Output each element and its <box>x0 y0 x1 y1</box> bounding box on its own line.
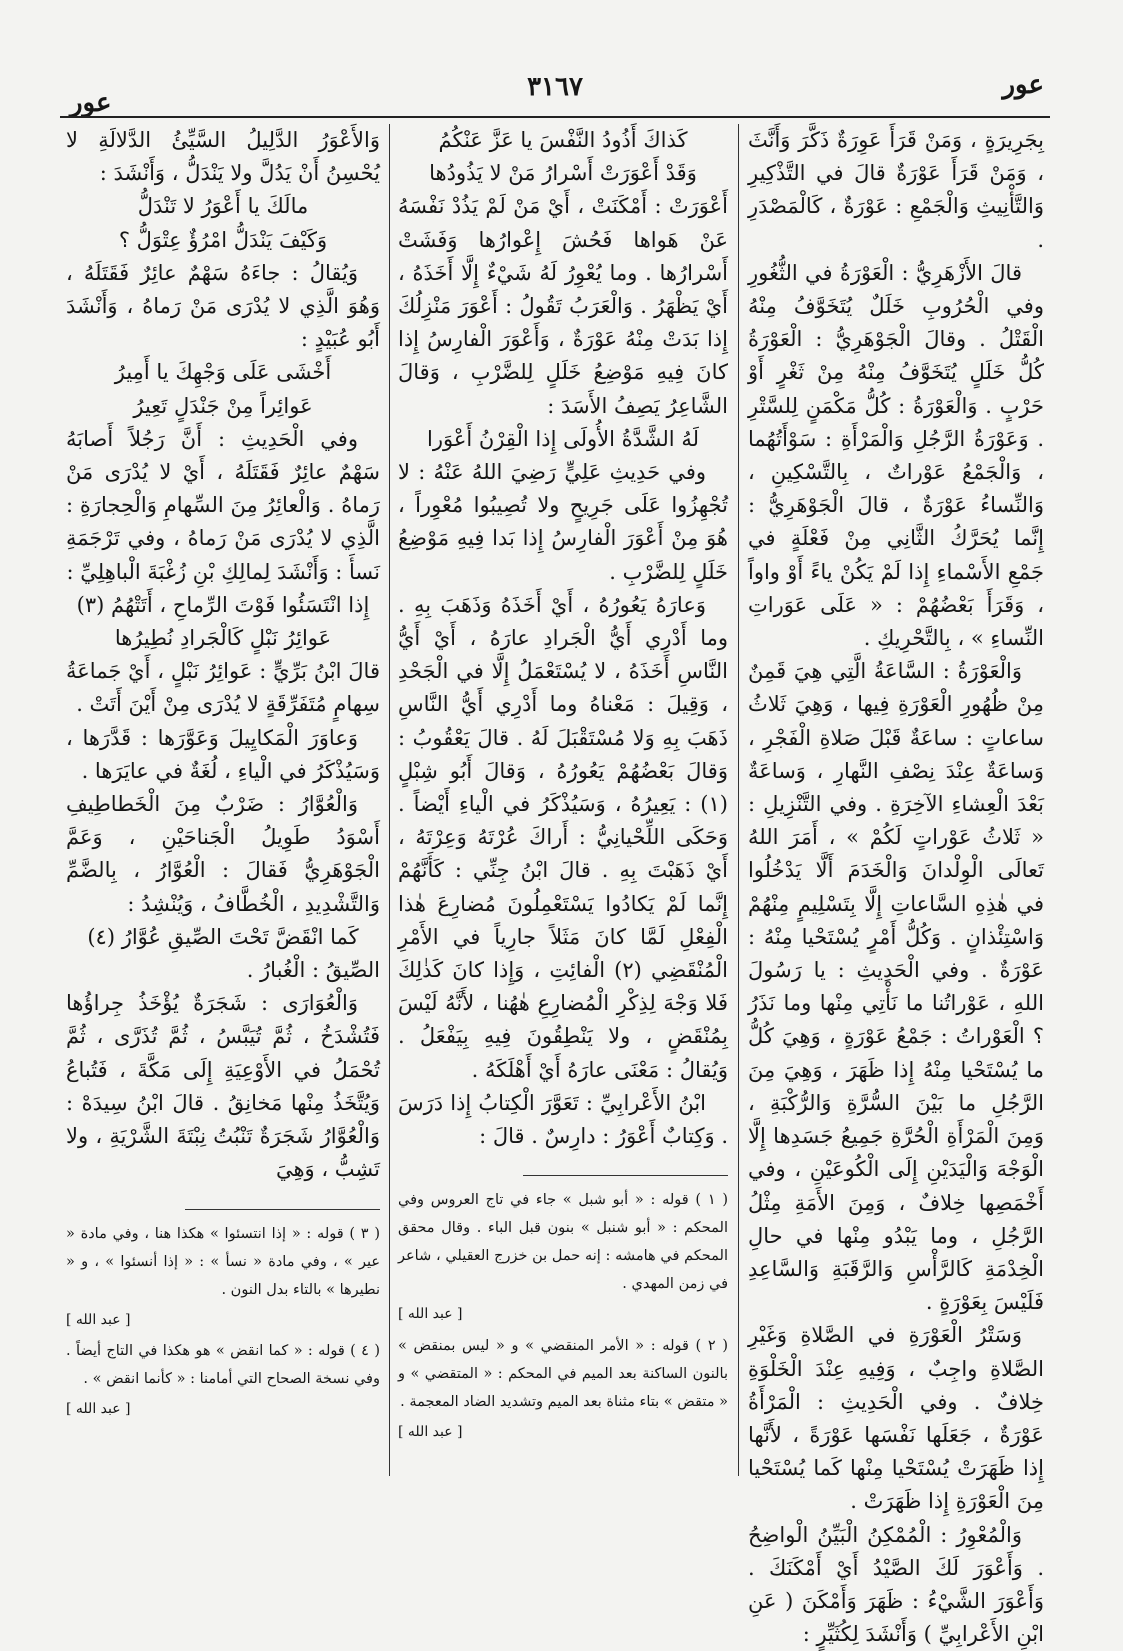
header-root-word-right: عور <box>1002 70 1044 100</box>
column-divider-right <box>738 124 739 1476</box>
paragraph: وَعاوَرَ الْمَكايِيلَ وَعَوَّرَها : قَدَّرَها ، وَسَيُذْكَرُ في الْياءِ ، لُغَةٌ في عايَرَها . <box>66 725 380 783</box>
column-right <box>748 124 1044 1647</box>
verse-line: عَوائِرُ نَبْلٍ كَالْجَرادِ نُطِيرُها <box>114 626 332 651</box>
page-number: ٣١٦٧ <box>527 72 583 102</box>
verse-line: كَذاكَ أَذُودُ النَّفْسَ يا عَزَّ عَنْكُمُ <box>438 128 688 152</box>
verse-line: لَهُ الشَّدَّةُ الأُولَى إِذا الْقِرْنُ أَعْوَرا <box>427 426 699 451</box>
footnote-rule <box>523 1175 728 1176</box>
verse-line: أَخْشَى عَلَى وَجْهِكَ يا أَمِيرُ <box>114 360 332 385</box>
paragraph: قالَ ابْنُ بَرِّيٍّ : عَوائِرُ نَبْلٍ ، أَيْ جَماعَةُ سِهامٍ مُتَفَرِّقَةٍ لا يُدْرَى مِنْ أَيْنَ أَتَتْ . <box>66 659 380 717</box>
verse-line: إِذا انْتَسَئُوا فَوْتَ الرِّماحِ ، أَتَتْهُمُ (٣) <box>76 592 370 617</box>
paragraph: بِجَرِيرَةٍ ، وَمَنْ قَرَأَ عَوِرَةٌ ذَكَّرَ وَأَنَّثَ ، وَمَنْ قَرَأَ عَوْرَةٌ قالَ في التَّذْكِيرِ وَالتَّأْنِيثِ وَالْجَمْعِ : عَوْرَةٌ ، كَالْمَصْدَرِ . <box>748 128 1044 252</box>
paragraph: وَالْعُوَّارُ : ضَرْبٌ مِنَ الْخَطاطِيفِ أَسْوَدُ طَوِيلُ الْجَناحَيْنِ ، وَعَمَّ الْجَوْهَرِيُّ فَقالَ : الْعُوَّارُ ، بِالضَّمِّ وَالتَّشْدِيدِ ، الْخُطَّافُ ، وَيُنْشِدُ : <box>66 792 380 916</box>
paragraph: وفي حَدِيثِ عَلِيٍّ رَضِيَ اللهُ عَنْهُ : لا تُجْهِزُوا عَلَى جَرِيحٍ ولا تُصِيبُوا مُعْوِراً ، هُوَ مِنْ أَعْوَرَ الْفارِسُ إِذا بَدا فِيهِ مَوْضِعُ خَلَلٍ لِلضَّرْبِ . <box>398 460 728 584</box>
column-middle <box>398 124 728 1484</box>
paragraph: وَسَتْرُ الْعَوْرَةِ في الصَّلاةِ وَغَيْرِ الصَّلاةِ واجِبٌ ، وَفِيهِ عِنْدَ الْخَلْوَةِ خِلافٌ . وفي الْحَدِيثِ : الْمَرْأَةُ عَوْرَةٌ ، جَعَلَها نَفْسَها عَوْرَةً ، لأَنَّها إِذا ظَهَرَتْ يُسْتَحْيا مِنْها كَما يُسْتَحْيا مِنَ الْعَوْرَةِ إِذا ظَهَرَتْ . <box>748 1323 1044 1514</box>
verse-line: مالَكَ يا أَعْوَرُ لا تَنْدَلُّ <box>137 194 309 219</box>
editor-signature: [ عبد الله ] <box>398 1423 463 1440</box>
footnote: ( ٤ ) قوله : « كما انقض » هو هكذا في التاج أيضاً . وفي نسخة الصحاح التي أمامنا : « كأنما انقض » . <box>66 1342 380 1387</box>
paragraph: وَالْعُوَارَى : شَجَرَةٌ يُؤْخَذُ جِراؤُها فَتُشْدَخُ ، ثُمَّ تُيَبَّسُ ، ثُمَّ تُذَرَّى ، ثُمَّ تُحْمَلُ في الأَوْعِيَةِ إِلَى مَكَّةَ ، فَتُباعُ وَيُتَّخَذُ مِنْها مَخانِقُ . قالَ ابْنُ سِيدَهْ : وَالْعُوَّارُ شَجَرَةٌ تَنْبُتُ نِبْتَةَ الشَّرْيَةِ ، ولا تَشِبُّ ، وَهِيَ <box>66 991 380 1182</box>
verse-line: وَكَيْفَ يَنْدَلُّ امْرُؤٌ عِتْوَلُّ ؟ <box>118 227 328 252</box>
column-left <box>66 124 380 1484</box>
column-divider-left <box>389 124 390 1476</box>
verse-line: عَوائِراً مِنْ جَنْدَلٍ تَعِيرُ <box>133 393 313 418</box>
paragraph: وَعارَهُ يَعُورُهُ ، أَيْ أَخَذَهُ وَذَهَبَ بِهِ . وما أَدْرِي أَيُّ الْجَرادِ عارَهُ ، أَيْ أَيُّ النَّاسِ أَخَذَهُ ، لا يُسْتَعْمَلُ إِلَّا في الْجَحْدِ ، وَقِيلَ : مَعْناهُ وما أَدْرِي أَيُّ النَّاسِ ذَهَبَ بِهِ وَلا مُسْتَقْبَلَ لَهُ . قالَ يَعْقُوبُ : وَقالَ بَعْضُهُمْ يَعُورُهُ ، وَقالَ أَبُو شِبْلٍ (١) : يَعِيرُهُ ، وَسَيُذْكَرُ في الْياءِ أَيْضاً . وَحَكَى اللِّحْيانِيُّ : أَراكَ عُرْتَهُ وَعِرْتَهُ ، أَيْ ذَهَبْتَ بِهِ . قالَ ابْنُ جِنِّي : كَأَنَّهُمْ إِنَّما لَمْ يَكادُوا يَسْتَعْمِلُونَ مُضارِعَ هٰذا الْفِعْلِ لَمَّا كانَ مَثَلاً جارِياً في الأَمْرِ الْمُنْقَضِي (٢) الْفائِتِ ، وَإِذا كانَ كَذٰلِكَ فَلا وَجْهَ لِذِكْرِ الْمُضارِعِ هٰهُنا ، لأَنَّهُ لَيْسَ بِمُنْقَضٍ ، ولا يَنْطِقُونَ فِيهِ بِيَفْعَلُ . وَيُقالُ : مَعْنَى عارَهُ أَيْ أَهْلَكَهُ . <box>398 592 728 1082</box>
editor-signature: [ عبد الله ] <box>66 1400 131 1417</box>
footnote: ( ٣ ) قوله : « إذا انتسئوا » هكذا هنا ، وفي مادة « عير » ، وفي مادة « نسأ » : « إذا أنسئوا » ، و « نطيرها » بالتاء بدل النون . <box>66 1225 380 1298</box>
verse-line: كَما انْقَضَّ تَحْتَ الصِّيقِ عُوَّارُ (٤) <box>87 924 359 949</box>
paragraph: ابْنُ الأَعْرابِيِّ : تَعَوَّرَ الْكِتابُ إِذا دَرَسَ . وَكِتابٌ أَعْوَرُ : دارِسٌ . قالَ : <box>398 1090 728 1149</box>
header-root-word-left: عور <box>70 88 112 118</box>
page-header <box>60 66 1050 120</box>
paragraph: وَالْعَوْرَةُ : السَّاعَةُ الَّتِي هِيَ قَمِنٌ مِنْ ظُهُورِ الْعَوْرَةِ فِيها ، وَهِيَ ثَلاثُ ساعاتٍ : ساعَةٌ قَبْلَ صَلاةِ الْفَجْرِ ، وَساعَةٌ عِنْدَ نِصْفِ النَّهارِ ، وَساعَةٌ بَعْدَ الْعِشاءِ الآخِرَةِ . وفي التَّنْزِيلِ : « ثَلاثُ عَوْراتٍ لَكُمْ » ، أَمَرَ اللهُ تَعالَى الْوِلْدانَ وَالْخَدَمَ أَلَّا يَدْخُلُوا في هٰذِهِ السَّاعاتِ إِلَّا بِتَسْلِيمٍ مِنْهُمْ وَاسْتِئْذانٍ . وَكُلُّ أَمْرٍ يُسْتَحْيا مِنْهُ : عَوْرَةٌ . وفي الْحَدِيثِ : يا رَسُولَ اللهِ ، عَوْراتُنا ما نَأْتِي مِنْها وما نَذَرُ ؟ الْعَوْراتُ : جَمْعُ عَوْرَةٍ ، وَهِيَ كُلُّ ما يُسْتَحْيا مِنْهُ إِذا ظَهَرَ ، وَهِيَ مِنَ الرَّجُلِ ما بَيْنَ السُّرَّةِ وَالرُّكْبَةِ ، وَمِنَ الْمَرْأَةِ الْحُرَّةِ جَمِيعُ جَسَدِها إِلَّا الْوَجْهَ وَالْيَدَيْنِ إِلَى الْكُوعَيْنِ ، وفي أَخْمَصِها خِلافٌ ، وَمِنَ الأَمَةِ مِثْلُ الرَّجُلِ ، وما يَبْدُو مِنْها في حالِ الْخِدْمَةِ كَالرَّأْسِ وَالرَّقَبَةِ وَالسَّاعِدِ فَلَيْسَ بِعَوْرَةٍ . <box>748 659 1044 1315</box>
paragraph: قالَ الأَزْهَرِيُّ : الْعَوْرَةُ في الثُّغُورِ وفي الْحُرُوبِ خَلَلٌ يُتَخَوَّفُ مِنْهُ الْقَتْلُ . وقالَ الْجَوْهَرِيُّ : الْعَوْرَةُ كُلُّ خَلَلٍ يُتَخَوَّفُ مِنْهُ مِنْ ثَغْرٍ أَوْ حَرْبٍ . وَالْعَوْرَةُ : كُلُّ مَكْمَنٍ لِلسَّتْرِ . وَعَوْرَةُ الرَّجُلِ وَالْمَرْأَةِ : سَوْأَتُهُما ، وَالْجَمْعُ عَوْراتٌ ، بِالتَّسْكِينِ ، وَالنِّساءُ عَوْرَةٌ ، قالَ الْجَوْهَرِيُّ : إِنَّما يُحَرَّكُ الثَّانِي مِنْ فَعْلَةٍ في جَمْعِ الأَسْماءِ إِذا لَمْ يَكُنْ ياءً أَوْ واواً ، وَقَرَأَ بَعْضُهُمْ : « عَلَى عَوَراتِ النِّساءِ » ، بِالتَّحْرِيكِ . <box>748 260 1044 651</box>
paragraph: وَالأَعْوَرُ الدَّلِيلُ السَّيِّئُ الدَّلالَةِ لا يُحْسِنُ أَنْ يَدُلَّ ولا يَنْدَلُّ ، وَأَنْشَدَ : <box>66 128 380 186</box>
footnote-rule <box>185 1209 380 1210</box>
editor-signature: [ عبد الله ] <box>398 1306 463 1323</box>
paragraph: وفي الْحَدِيثِ : أَنَّ رَجُلاً أَصابَهُ سَهْمٌ عائِرٌ فَقَتَلَهُ ، أَيْ لا يُدْرَى مَنْ رَماهُ . وَالْعائِرُ مِنَ السِّهامِ وَالْحِجارَةِ : الَّذِي لا يُدْرَى مَنْ رَماهُ ، وفي تَرْجَمَةِ نَسأَ : وَأَنْشَدَ لِمالِكِ بْنِ زُغْبَةَ الْباهِلِيِّ : <box>66 426 380 584</box>
paragraph: وَالْمُعْوِرُ : الْمُمْكِنُ الْبَيِّنُ الْواضِحُ . وَأَعْوَرَ لَكَ الصَّيْدُ أَيْ أَمْكَنَكَ . وَأَعْوَرَ الشَّيْءُ : ظَهَرَ وَأَمْكَنَ ( عَنِ ابْنِ الأَعْرابِيِّ ) وَأَنْشَدَ لِكُثَيِّرٍ : <box>748 1522 1044 1647</box>
paragraph: وَيُقالُ : جاءَهُ سَهْمٌ عائِرٌ فَقَتَلَهُ ، وَهُوَ الَّذِي لا يُدْرَى مَنْ رَماهُ ، وَأَنْشَدَ أَبُو عُبَيْدٍ : <box>66 260 380 352</box>
paragraph: الصِّيقُ : الْغُبارُ . <box>246 958 380 983</box>
header-rule <box>60 116 1050 118</box>
editor-signature: [ عبد الله ] <box>66 1311 131 1328</box>
footnote: ( ١ ) قوله : « أبو شبل » جاء في تاج العروس وفي المحكم : « أبو شنبل » بنون قبل الباء . وقال محقق المحكم في هامشه : إنه حمل بن خزرج العقيلي ، شاعر في زمن المهدي . <box>398 1192 728 1293</box>
paragraph: أَعْوَرَتْ : أَمْكَنَتْ ، أَيْ مَنْ لَمْ يَذُدْ نَفْسَهُ عَنْ هَواها فَحُشَ إِعْوارُها وَفَشَتْ أَسْرارُها . وما يُعْوِرُ لَهُ شَيْءٌ إِلَّا أَخَذَهُ ، أَيْ يَظْهَرُ . وَالْعَرَبُ تَقُولُ : أَعْوَرَ مَنْزِلُكَ إِذا بَدَتْ مِنْهُ عَوْرَةٌ ، وَأَعْوَرَ الْفارِسُ إِذا كانَ فِيهِ مَوْضِعُ خَلَلٍ لِلضَّرْبِ ، وَقالَ الشَّاعِرُ يَصِفُ الأَسَدَ : <box>398 194 728 418</box>
footnote: ( ٢ ) قوله : « الأمر المنقضي » و « ليس بمنقض » بالنون الساكنة بعد الميم في المحكم : « المتقضي » و « متقض » بتاء مثناة بعد الميم وتشديد الضاد المعجمة . <box>398 1337 728 1410</box>
verse-line: وَقَدْ أَعْوَرَتْ أَسْرارُ مَنْ لا يَذُودُها <box>429 161 697 186</box>
